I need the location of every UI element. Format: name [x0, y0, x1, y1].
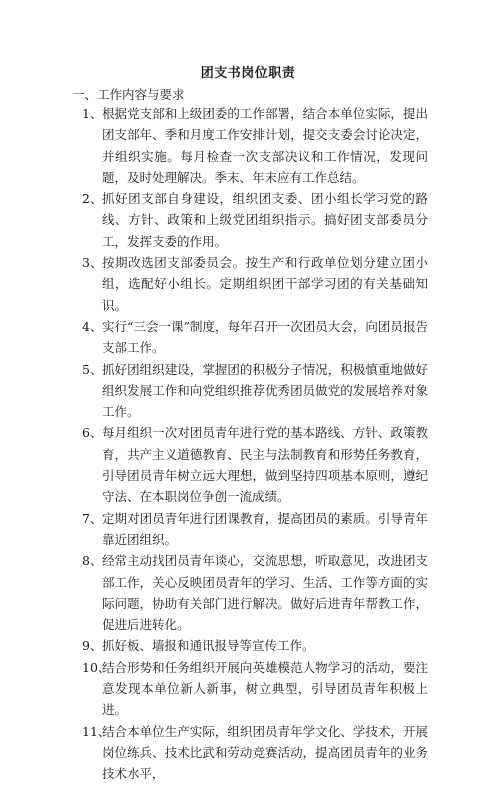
section-heading: 一、工作内容与要求	[72, 87, 185, 102]
item-text: 根据党支部和上级团委的工作部署，结合本单位实际，提出团支部年、季和月度工作安排计划，提交支委会讨论决定，并组织实施。每月检查一次支部决议和工作情况，发现问题，及时处理解决。季末、年末应有工作总结。	[102, 106, 428, 185]
item-text: 定期对团员青年进行团课教育，提高团员的素质。引导青年靠近团组织。	[102, 510, 428, 547]
item-text: 抓好团支部自身建设，组织团支委、团小组长学习党的路线、方针、政策和上级党团组织指示。搞好团支部委员分工，发挥支委的作用。	[102, 191, 428, 249]
list-item	[82, 635, 428, 656]
item-number: 5、	[82, 361, 103, 377]
item-number: 11、	[82, 723, 111, 739]
list-item	[82, 721, 428, 785]
item-text: 抓好团组织建设，掌握团的积极分子情况，积极慎重地做好组织发展工作和向党组织推荐优秀团员做党的发展培养对象工作。	[102, 361, 428, 420]
item-text: 按期改选团支部委员会。按生产和行政单位划分建立团小组，选配好小组长。定期组织团干部学习团的有关基础知识。	[102, 255, 428, 313]
item-text: 结合形势和任务组织开展向英雄模范人物学习的活动，要注意发现本单位新人新事，树立典型，引导团员青年积极上进。	[102, 659, 428, 718]
list-item	[82, 252, 428, 316]
item-number: 3、	[82, 255, 103, 271]
item-number: 4、	[82, 318, 103, 334]
list-item	[82, 422, 428, 507]
item-number: 1、	[82, 106, 103, 121]
item-number: 8、	[82, 553, 103, 569]
item-text: 抓好板、墙报和通讯报导等宣传工作。	[102, 638, 315, 654]
item-text: 结合本单位生产实际，组织团员青年学文化、学技术，开展岗位练兵、技术比武和劳动竞赛活动，提高团员青年的业务技术水平，	[102, 723, 428, 782]
item-number: 2、	[82, 191, 103, 207]
document-title: 团支书岗位职责	[200, 66, 296, 81]
list-item	[82, 508, 428, 551]
item-text: 经常主动找团员青年谈心，交流思想，听取意见，改进团支部工作，关心反映团员青年的学习、生活、工作等方面的实际问题，协助有关部门进行解决。做好后进青年帮教工作，促进后进转化。	[102, 553, 428, 633]
list-item	[82, 550, 428, 635]
list-item	[82, 316, 428, 359]
item-number: 10、	[82, 659, 111, 675]
item-number: 6、	[82, 425, 103, 441]
item-number: 7、	[82, 510, 103, 526]
list-item	[82, 188, 428, 252]
item-number: 9、	[82, 638, 103, 654]
list-item	[82, 103, 428, 188]
list-item	[82, 359, 428, 423]
duty-list	[82, 103, 428, 785]
item-text: 每月组织一次对团员青年进行党的基本路线、方针、政策教育，共产主义道德教育、民主与法制教育和形势任务教育，引导团员青年树立远大理想，做到坚持四项基本原则，遵纪守法、在本职岗位争创一流成绩。	[102, 425, 428, 505]
list-item	[82, 657, 428, 721]
item-text: 实行“三会一课”制度，每年召开一次团员大会，向团员报告支部工作。	[102, 318, 428, 356]
